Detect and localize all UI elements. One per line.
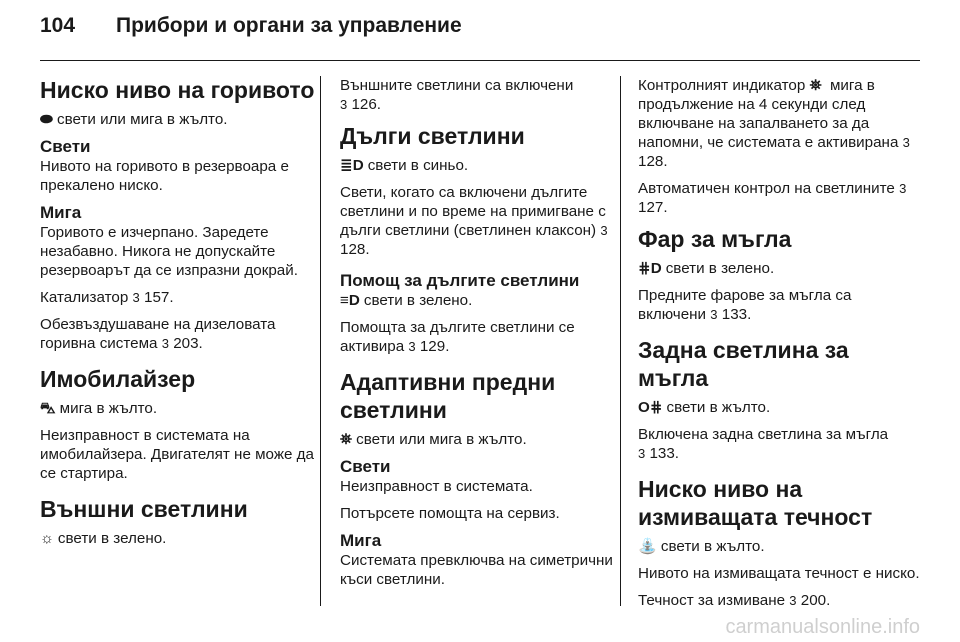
page-ref[interactable]: 129. [419, 338, 450, 355]
page-ref[interactable]: 200. [800, 592, 831, 609]
section-title: Ниско ниво на измиващата течност [638, 476, 873, 530]
section-high-beam-assist [340, 271, 622, 356]
page-ref[interactable]: 127. [638, 199, 668, 216]
page-ref-icon: 3 [340, 97, 348, 112]
column-3 [638, 76, 920, 622]
immobiliser-icon: ⛍ [40, 400, 56, 417]
section-title: Адаптивни предни светлини [340, 369, 556, 423]
subsection-title: Помощ за дългите светлини [340, 271, 580, 290]
paragraph: Контролният индикатор [638, 77, 806, 94]
subsection-on [340, 457, 622, 523]
indicator-text: свети или мига в жълто. [56, 111, 228, 128]
column-1 [40, 76, 322, 560]
rear-fog-icon: O⋕ [638, 399, 663, 416]
page-ref[interactable]: 133. [649, 445, 680, 462]
paragraph: Предните фарове за мъгла са включени [638, 287, 852, 323]
indicator-text: свети в зелено. [57, 530, 167, 547]
section-low-fuel [40, 76, 322, 353]
page-ref[interactable]: 157. [144, 289, 174, 306]
section-fog-lights [638, 225, 920, 324]
subsection-title: Мига [40, 203, 82, 222]
paragraph: Потърсете помощта на сервиз. [340, 505, 560, 522]
page-ref-icon: 3 [161, 336, 169, 351]
section-title: Дълги светлини [340, 123, 525, 149]
page-ref[interactable]: 128. [340, 241, 370, 258]
chapter-title: Прибори и органи за управление [116, 14, 462, 37]
adaptive-lights-icon: ⛯ [809, 77, 822, 94]
page-ref[interactable]: 126. [351, 96, 382, 113]
paragraph: мига в продължение на 4 секунди след включване на запалването за да напомни, че системата е активирана [638, 77, 899, 151]
indicator-text: свети в синьо. [367, 157, 469, 174]
page-ref[interactable]: 203. [173, 335, 203, 352]
paragraph: Горивото е изчерпано. Заредете незабавно. Никога не допускайте резервоарът да се изпразни докрай. [40, 224, 298, 279]
section-washer-fluid [638, 475, 920, 610]
indicator-text: свети в жълто. [666, 399, 771, 416]
indicator-text: свети в жълто. [660, 538, 765, 555]
page-header [40, 14, 462, 46]
column-2 [340, 76, 622, 601]
paragraph: Нивото на горивото в резервоара е прекалено ниско. [40, 158, 289, 194]
watermark: carmanualsonline.info [725, 616, 920, 638]
page-ref-icon: 3 [899, 181, 907, 196]
washer-fluid-icon: ⛲ [638, 538, 657, 555]
subsection-on [40, 137, 322, 195]
paragraph: Неизправност в системата. [340, 478, 533, 495]
section-high-beam [340, 122, 622, 259]
fuel-indicator-icon: ⬬ [40, 111, 53, 128]
section-title: Външни светлини [40, 496, 248, 522]
section-immobiliser [40, 365, 322, 483]
high-beam-assist-icon: ≡D [340, 292, 360, 309]
paragraph: Обезвъздушаване на дизеловата горивна система [40, 316, 276, 352]
indicator-text: свети в зелено. [363, 292, 473, 309]
indicator-text: свети или мига в жълто. [356, 431, 527, 448]
section-title: Задна светлина за мъгла [638, 337, 849, 391]
header-rule [40, 60, 920, 61]
high-beam-icon: ≣D [340, 157, 364, 174]
page-ref-icon: 3 [132, 290, 140, 305]
page-ref-icon: 3 [600, 223, 608, 238]
fog-lights-icon: ⋕D [638, 260, 662, 277]
page-ref-icon: 3 [710, 307, 718, 322]
paragraph: Свети, когато са включени дългите светлини и по време на примигване с дълги светлини (светлинен клаксон) [340, 184, 606, 239]
paragraph: Катализатор [40, 289, 129, 306]
indicator-text: свети в зелено. [665, 260, 775, 277]
section-adaptive-lights [340, 368, 622, 589]
paragraph: Автоматичен контрол на светлините [638, 180, 895, 197]
page-ref-icon: 3 [902, 135, 910, 150]
adaptive-lights-icon: ⛯ [340, 431, 353, 448]
subsection-flash [340, 531, 622, 589]
page-number: 104 [40, 14, 76, 37]
section-exterior-lights [40, 495, 322, 548]
paragraph: Включена задна светлина за мъгла [638, 426, 889, 443]
page-ref-icon: 3 [408, 339, 416, 354]
page-ref[interactable]: 133. [721, 306, 752, 323]
section-title: Ниско ниво на горивото [40, 77, 315, 103]
exterior-lights-icon: ☼ [40, 530, 54, 547]
paragraph: Течност за измиване [638, 592, 786, 609]
page-ref[interactable]: 128. [638, 153, 668, 170]
subsection-flash [40, 203, 322, 280]
subsection-title: Свети [40, 137, 91, 156]
page-ref-icon: 3 [638, 446, 646, 461]
paragraph: Нивото на измиващата течност е ниско. [638, 565, 920, 582]
page-ref-icon: 3 [789, 593, 797, 608]
indicator-text: мига в жълто. [59, 400, 158, 417]
paragraph: Системата превключва на симетрични къси светлини. [340, 552, 613, 588]
section-title: Фар за мъгла [638, 226, 792, 252]
paragraph: Външните светлини са включени [340, 77, 574, 94]
paragraph: Неизправност в системата на имобилайзера. Двигателят не може да се стартира. [40, 427, 314, 482]
subsection-title: Мига [340, 531, 382, 550]
paragraph: Помощта за дългите светлини се активира [340, 319, 575, 355]
subsection-title: Свети [340, 457, 391, 476]
section-rear-fog [638, 336, 920, 463]
section-title: Имобилайзер [40, 366, 196, 392]
